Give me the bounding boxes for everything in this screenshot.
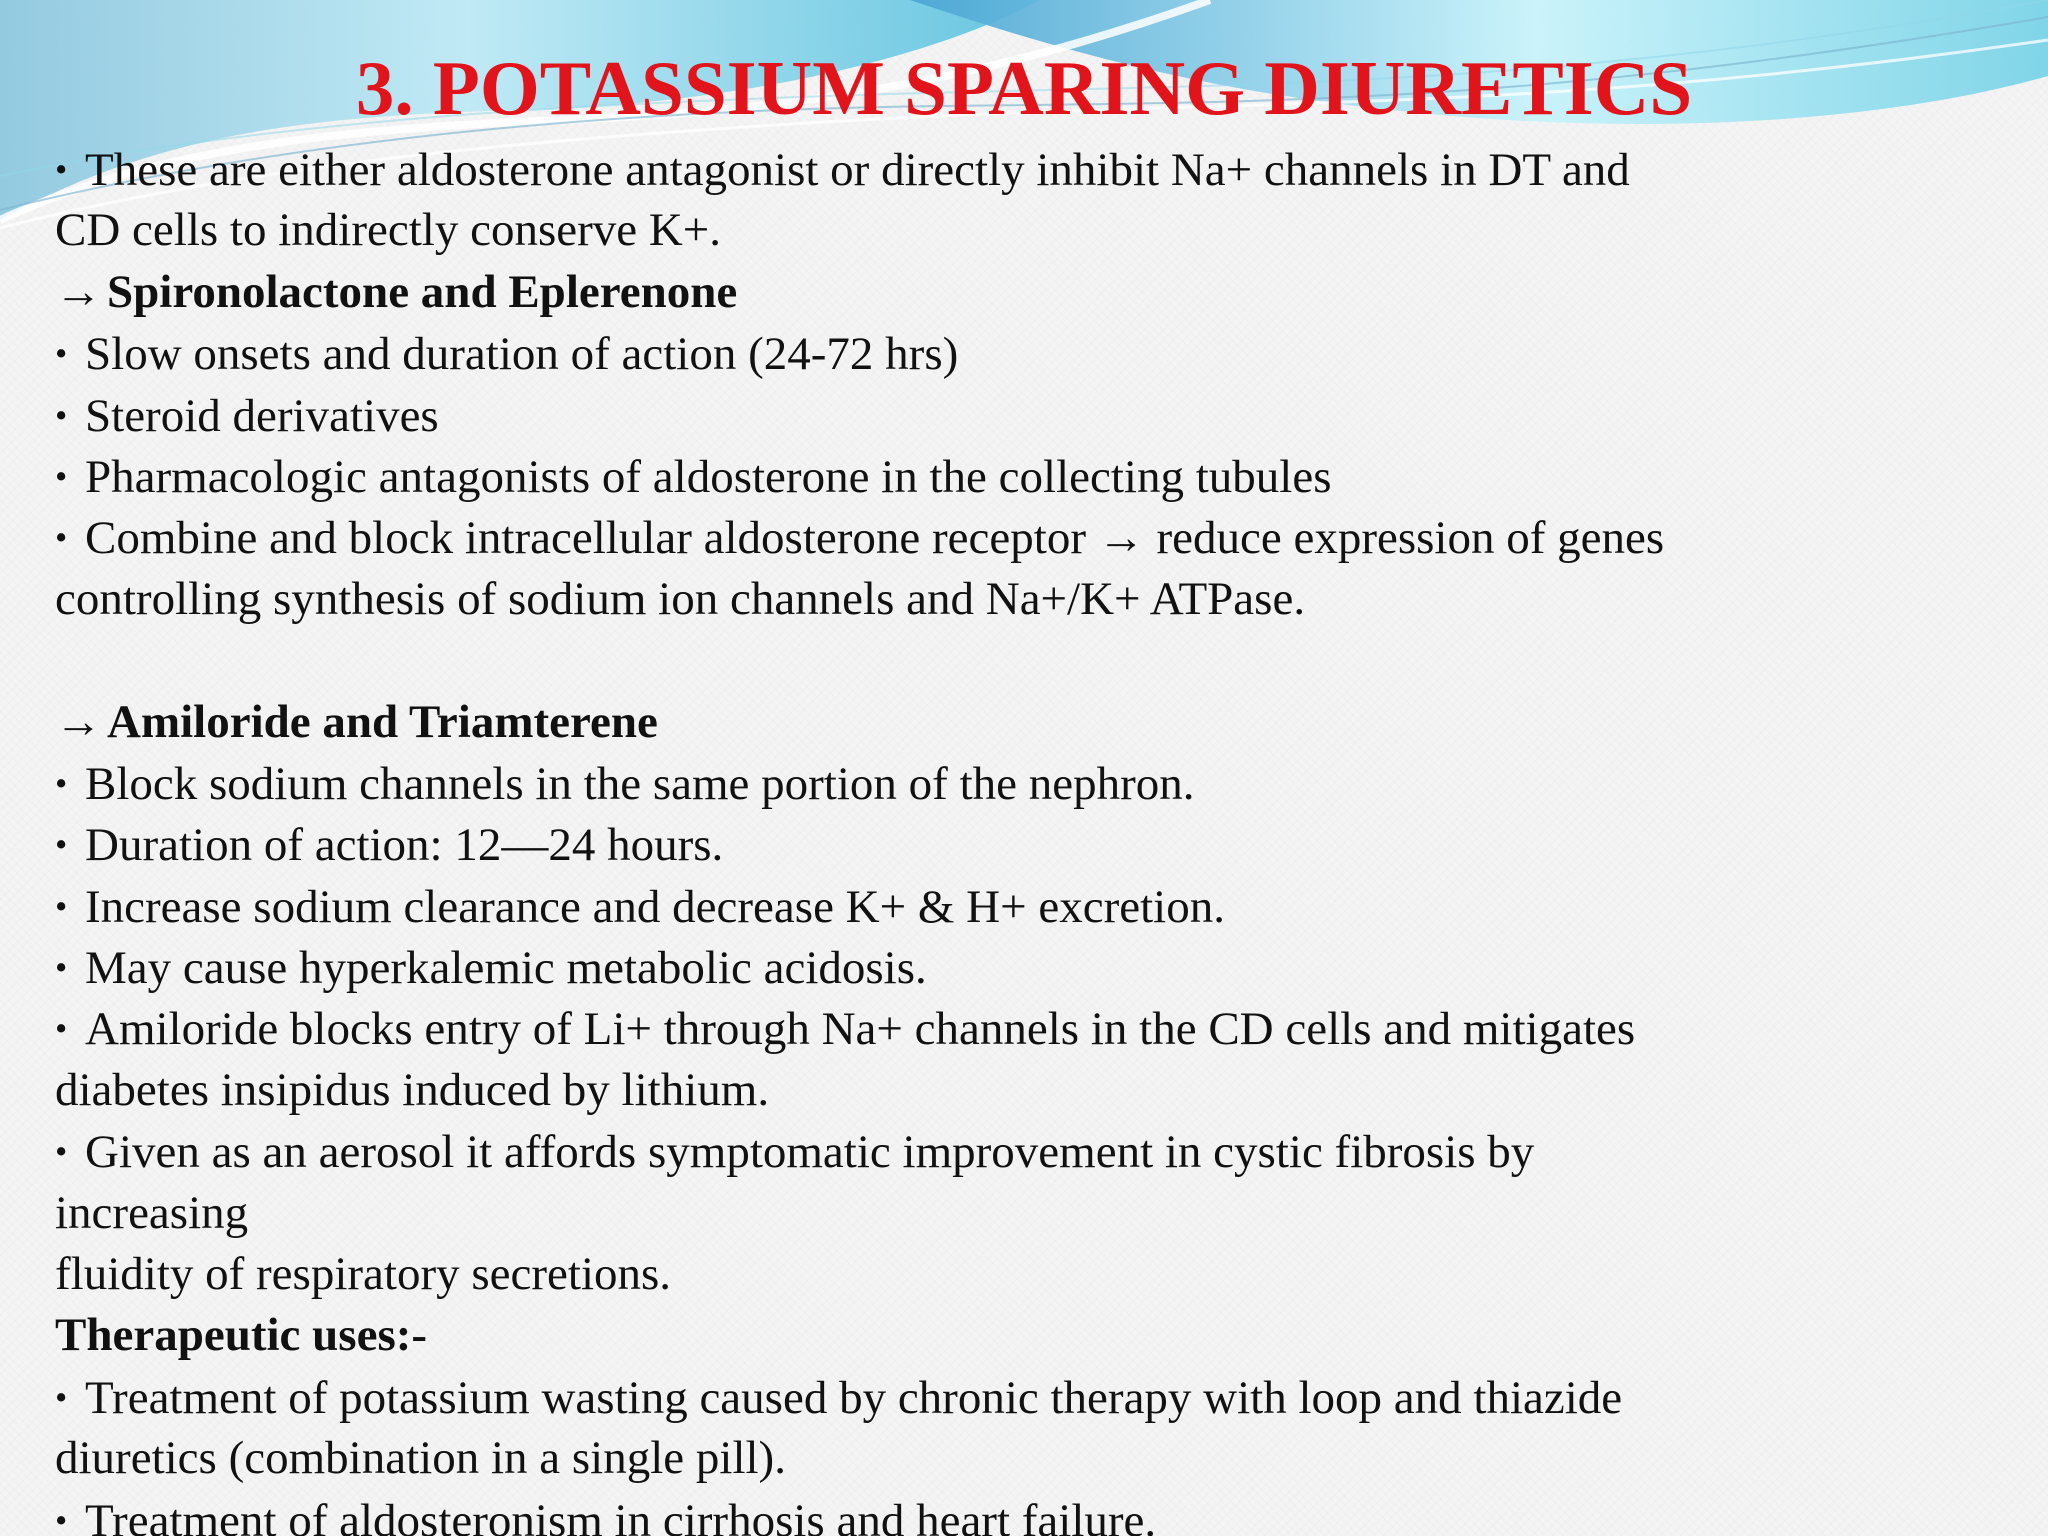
content-line-12	[55, 876, 1990, 937]
bullet-icon: •	[55, 1009, 68, 1049]
content-heading-spironolactone	[55, 262, 1990, 323]
line-text: increasing	[55, 1186, 249, 1239]
bullet-icon: •	[55, 825, 68, 865]
line-text: Combine and block intracellular aldosterone receptor → reduce expression of genes	[85, 512, 1665, 565]
slide-title: 3. POTASSIUM SPARING DIURETICS	[355, 45, 1693, 131]
line-text: Pharmacologic antagonists of aldosterone in the collecting tubules	[85, 450, 1332, 503]
content-line-7	[55, 507, 1990, 568]
content-line-10	[55, 753, 1990, 814]
arrow-icon: →	[55, 265, 102, 318]
content-line-2	[55, 200, 1990, 261]
content-line-13	[55, 937, 1990, 998]
content-line-18	[55, 1244, 1990, 1305]
line-text: May cause hyperkalemic metabolic acidosis.	[85, 942, 927, 995]
line-text: CD cells to indirectly conserve K+.	[55, 204, 722, 257]
content-line-6	[55, 446, 1990, 507]
line-text: fluidity of respiratory secretions.	[55, 1248, 672, 1301]
blank-line-spacer	[55, 630, 1990, 691]
line-text: Given as an aerosol it affords symptomatic improvement in cystic fibrosis by	[85, 1126, 1535, 1179]
content-line-14	[55, 998, 1990, 1059]
content-line-15	[55, 1060, 1990, 1121]
line-text: Steroid derivatives	[85, 389, 439, 442]
content-heading-amiloride	[55, 692, 1990, 753]
content-line-1	[55, 139, 1990, 200]
line-text: Increase sodium clearance and decrease K+ & H+ excretion.	[85, 880, 1225, 933]
bullet-icon: •	[55, 518, 68, 558]
content-line-16	[55, 1121, 1990, 1182]
content-line-4	[55, 323, 1990, 384]
line-text: Treatment of aldosteronism in cirrhosis and heart failure.	[85, 1494, 1157, 1536]
content-line-20	[55, 1367, 1990, 1428]
content-line-8	[55, 569, 1990, 630]
line-text: Slow onsets and duration of action (24-72 hrs)	[85, 328, 959, 381]
line-text: Block sodium channels in the same portion of the nephron.	[85, 757, 1195, 810]
content-line-21	[55, 1428, 1990, 1489]
content-line-5	[55, 385, 1990, 446]
heading-text: Therapeutic uses:-	[55, 1309, 428, 1362]
bullet-icon: •	[55, 948, 68, 988]
content-heading-therapeutic-uses	[55, 1305, 1990, 1366]
content-line-17	[55, 1183, 1990, 1244]
line-text: diuretics (combination in a single pill).	[55, 1432, 786, 1485]
content-line-22	[55, 1490, 1990, 1536]
bullet-icon: •	[55, 763, 68, 803]
line-text: Treatment of potassium wasting caused by chronic therapy with loop and thiazide	[85, 1371, 1623, 1424]
bullet-icon: •	[55, 1500, 68, 1536]
arrow-icon: →	[55, 695, 102, 748]
bullet-icon: •	[55, 886, 68, 926]
bullet-icon: •	[55, 1377, 68, 1417]
line-text: Amiloride blocks entry of Li+ through Na+ channels in the CD cells and mitigates	[85, 1003, 1636, 1056]
bullet-icon: •	[55, 395, 68, 435]
heading-text: Amiloride and Triamterene	[107, 695, 658, 748]
bullet-icon: •	[55, 150, 68, 189]
line-text: controlling synthesis of sodium ion channels and Na+/K+ ATPase.	[55, 572, 1306, 625]
bullet-icon: •	[55, 456, 68, 496]
heading-text: Spironolactone and Eplerenone	[107, 265, 738, 318]
line-text: Duration of action: 12—24 hours.	[85, 819, 724, 872]
bullet-icon: •	[55, 334, 68, 374]
line-text: diabetes insipidus induced by lithium.	[55, 1063, 770, 1116]
content-line-11	[55, 814, 1990, 875]
bullet-icon: •	[55, 1132, 68, 1172]
line-text: These are either aldosterone antagonist or directly inhibit Na+ channels in DT and	[85, 144, 1630, 196]
slide-content	[55, 139, 1990, 1536]
